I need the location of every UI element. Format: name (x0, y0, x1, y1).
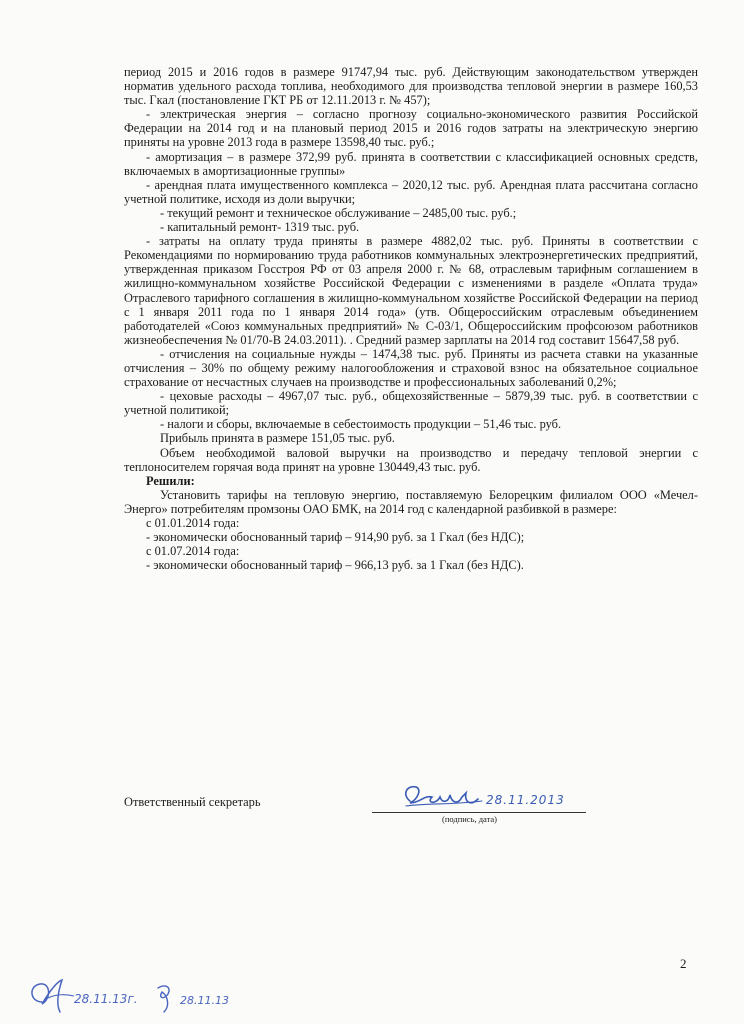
handwritten-signature-icon (396, 781, 486, 815)
signature-date: 28.11.2013 (486, 793, 565, 807)
paragraph-electricity: - электрическая энергия – согласно прогнозу социально-экономического развития Российской Федерации на 2014 год и на плановый период 2015 и 2016 годов затраты на электрическую энергию приняты на уровне 2013 года в размере 13598,40 тыс. руб.; (124, 107, 698, 150)
signature-block (124, 795, 698, 835)
initials-a-date: 28.11.13г. (74, 992, 138, 1006)
initials-b-date: 28.11.13 (180, 994, 229, 1007)
paragraph-overhead: - цеховые расходы – 4967,07 тыс. руб., общехозяйственные – 5879,39 тыс. руб. в соответствии с учетной политикой; (124, 389, 698, 418)
period-1-date: с 01.01.2014 года: (146, 516, 240, 530)
signatory-role: Ответственный секретарь (124, 795, 261, 809)
paragraph-taxes: - налоги и сборы, включаемые в себестоимость продукции – 51,46 тыс. руб. (160, 417, 562, 432)
paragraph-fuel-continuation: период 2015 и 2016 годов в размере 91747,94 тыс. руб. Действующим законодательством утвержден норматив удельного расхода топлива, необходимого для производства тепловой энергии в размере 160,53 тыс. Гкал (постановление ГКТ РБ от 12.11.2013 г. № 457); (124, 65, 698, 108)
page-number: 2 (680, 956, 687, 971)
paragraph-current-repair: - текущий ремонт и техническое обслуживание – 2485,00 тыс. руб.; (160, 205, 517, 220)
paragraph-social: - отчисления на социальные нужды – 1474,38 тыс. руб. Приняты из расчета ставки на указанные отчисления – 30% по общему режиму налогообложения и страховой взнос на обязательное социальное страхование от несчастных случаев на производстве и профессиональных заболеваний 0,2%; (124, 346, 698, 390)
period-2-date: с 01.07.2014 года: (146, 544, 240, 559)
period-1-tariff: - экономически обоснованный тариф – 914,90 руб. за 1 Гкал (без НДС); (146, 530, 525, 545)
initials-b-icon (150, 978, 184, 1018)
initials-block (22, 972, 282, 1020)
paragraph-revenue: Объем необходимой валовой выручки на производство и передачу тепловой энергии с теплоносителем горячая вода принят на уровне 130449,43 тыс. руб. (124, 445, 698, 474)
signature-line (372, 812, 586, 813)
decision-heading: Решили: (146, 473, 195, 488)
period-2-tariff: - экономически обоснованный тариф – 966,13 руб. за 1 Гкал (без НДС). (146, 558, 524, 573)
initials-a-icon (22, 972, 82, 1020)
paragraph-capital-repair: - капитальный ремонт- 1319 тыс. руб. (160, 220, 360, 235)
document-body (124, 65, 698, 572)
paragraph-decision: Установить тарифы на тепловую энергию, поставляемую Белорецким филиалом ООО «Мечел-Энерго» потребителям промзоны ОАО БМК, на 2014 год с календарной разбивкой в размере: (124, 487, 698, 516)
paragraph-profit: Прибыль принята в размере 151,05 тыс. руб. (160, 431, 395, 446)
paragraph-rent: - арендная плата имущественного комплекса – 2020,12 тыс. руб. Арендная плата рассчитана согласно учетной политике, исходя из доли выручки; (124, 177, 698, 206)
paragraph-labor: - затраты на оплату труда приняты в размере 4882,02 тыс. руб. Приняты в соответствии с Рекомендациями по нормированию труда работников коммунальных электроэнергетических предприятий, утвержденная приказом Госстроя РФ от 03 апреля 2000 г. № 68, отраслевым тарифным соглашением в жилищно-коммунальном хозяйстве Российской Федерации с изменениями в разделе «Оплата труда» Отраслевого тарифного соглашения в жилищно-коммунальном хозяйстве Российской Федерации на период с 1 января 2011 года по 1 января 2014 года» (утв. Общероссийским отраслевым объединением работодателей «Союз коммунальных предприятий» № С-03/1, Общероссийским профсоюзом работников жизнеобеспечения № 01/70-В 24.03.2011). . Средний размер зарплаты на 2014 год составит 15647,58 руб. (124, 234, 698, 347)
paragraph-depreciation: - амортизация – в размере 372,99 руб. принята в соответствии с классификацией основных средств, включаемых в амортизационные группы» (124, 149, 698, 178)
signature-caption: (подпись, дата) (442, 814, 498, 824)
